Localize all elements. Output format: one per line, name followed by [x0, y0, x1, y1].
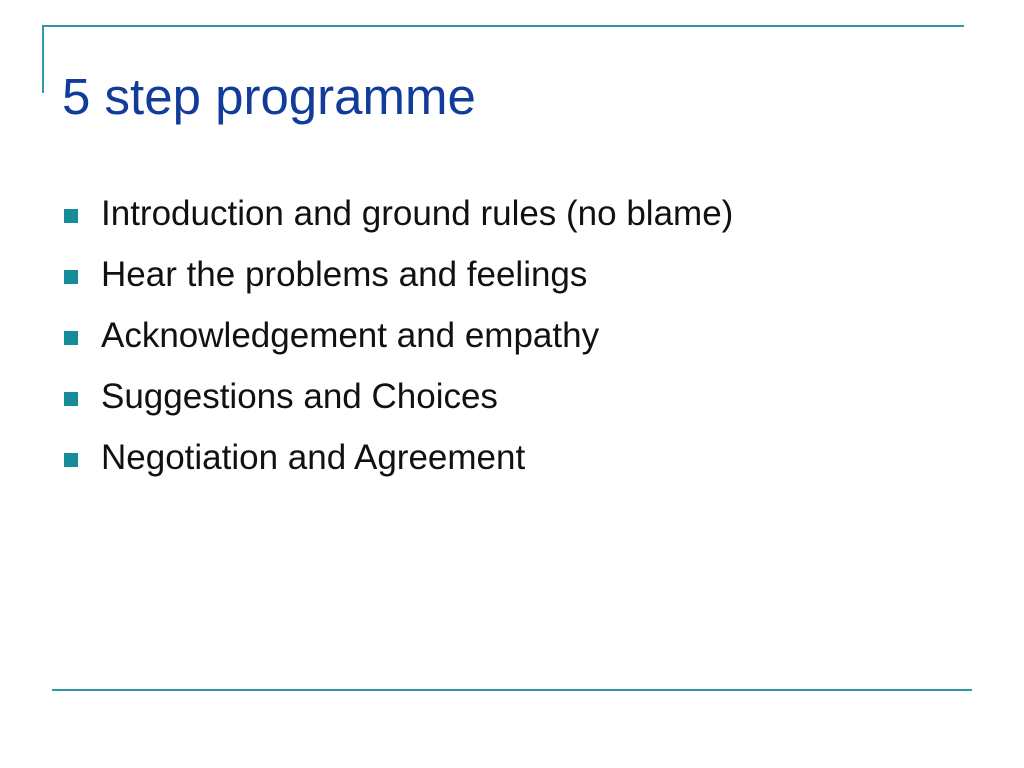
bullet-list-item — [64, 188, 733, 249]
footer-divider-line — [52, 689, 972, 691]
slide-title: 5 step programme — [62, 68, 476, 125]
bullet-text: Acknowledgement and empathy — [101, 316, 600, 355]
square-bullet-icon — [64, 453, 78, 467]
title-frame-vertical-line — [42, 25, 44, 93]
square-bullet-icon — [64, 209, 78, 223]
square-bullet-icon — [64, 331, 78, 345]
bullet-text: Introduction and ground rules (no blame) — [101, 194, 734, 233]
bullet-text: Suggestions and Choices — [101, 377, 498, 416]
square-bullet-icon — [64, 392, 78, 406]
bullet-list-item — [64, 310, 733, 371]
title-frame-top-line — [42, 25, 964, 27]
bullet-text: Hear the problems and feelings — [101, 255, 588, 294]
bullet-text: Negotiation and Agreement — [101, 438, 526, 477]
bullet-list-item — [64, 371, 733, 432]
square-bullet-icon — [64, 270, 78, 284]
bullet-list-item — [64, 432, 733, 493]
bullet-list-item — [64, 249, 733, 310]
bullet-list — [64, 188, 733, 493]
